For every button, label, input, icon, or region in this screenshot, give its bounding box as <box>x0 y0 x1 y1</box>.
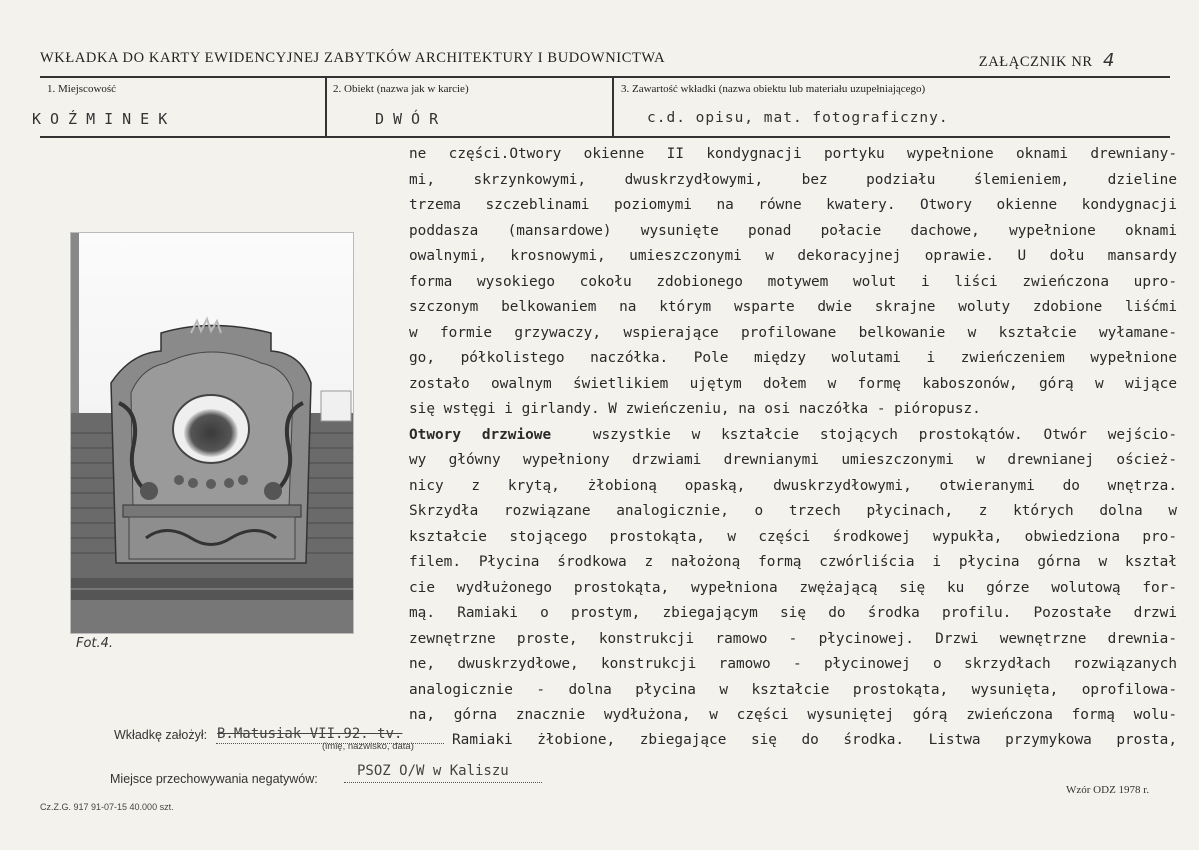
annex-number <box>979 50 1115 71</box>
field-content-label: 3. Zawartość wkładki (nazwa obiektu lub materiału uzupełniającego) <box>621 83 926 95</box>
text-line: mi, skrzynkowymi, dwuskrzydłowymi, bez podziału ślemieniem, dzieline <box>409 171 1177 188</box>
text-line: zewnętrzne proste, konstrukcji ramowo - płycinowej. Drzwi wewnętrzne drewnia- <box>409 630 1177 647</box>
author-value: B.Matusiak VII.92. tv. <box>217 726 403 742</box>
text-line: nicy z krytą, żłobioną opaską, dwuskrzydłowymi, otwieranymi do wnętrza. <box>409 477 1177 494</box>
text-line: kształcie stojącego prostokąta, w części środkowej wypukła, obwiedziona pro- <box>409 528 1177 545</box>
text-line: szczonym belkowaniem na którym wsparte dwie skrajne woluty zdobione liśćmi <box>409 299 1177 315</box>
description-text <box>409 142 1177 729</box>
column-divider <box>325 78 327 136</box>
text-line: na, górna znacznie wydłużona, w części wysuniętej górą zwieńczona formą wolu- <box>409 707 1177 723</box>
form-title: WKŁADKA DO KARTY EWIDENCYJNEJ ZABYTKÓW ARCHITEKTURY I BUDOWNICTWA <box>40 50 666 66</box>
text-line: wy główny wypełniony drzwiami drewnianymi umieszczonymi w drewnianej oścież- <box>409 452 1177 468</box>
text-line: trzema szczeblinami poziomymi na równe kwatery. Otwory okienne kondygnacji <box>409 197 1177 213</box>
text-line: forma wysokiego cokołu zdobionego motywem wolut i liści zwieńczona upro- <box>409 273 1177 290</box>
text-line: analogicznie - dolna płycina w kształcie prostokąta, wysunięta, oprofilowa- <box>409 681 1177 698</box>
text-line: zostało owalnym świetlikiem ujętym dołem w formę kaboszonów, górą w wijące <box>409 375 1177 392</box>
form-model: Wzór ODZ 1978 r. <box>1066 784 1150 796</box>
field-location-label: 1. Miejscowość <box>47 83 117 95</box>
field-content-value: c.d. opisu, mat. fotograficzny. <box>647 110 949 126</box>
photo-caption: Fot.4. <box>76 636 114 651</box>
text-line: ne części.Otwory okienne II kondygnacji portyku wypełnione oknami drewniany- <box>409 146 1177 162</box>
top-rule <box>40 76 1170 78</box>
negatives-value: PSOZ O/W w Kaliszu <box>357 763 509 779</box>
doors-first-text: wszystkie w kształcie stojących prostokątów. Otwór wejścio- <box>592 426 1177 443</box>
doors-heading: Otwory drzwiowe <box>409 426 552 443</box>
text-line: owalnymi, krosnowymi, umieszczonymi w dekoracyjnej oprawie. U dołu mansardy <box>409 248 1177 264</box>
text-line: się wstęgi i girlandy. W zwieńczeniu, na osi naczółka - pióropusz. <box>409 401 981 417</box>
negatives-label: Miejsce przechowywania negatywów: <box>110 772 318 786</box>
text-line: Ramiaki żłobione, zbiegające się do środka. Listwa przymykowa prosta, <box>452 732 1177 748</box>
text-line: ne, dwuskrzydłowe, konstrukcji ramowo - płycinowej o skrzydłach rozwiązanych <box>409 656 1177 672</box>
header-rule <box>40 136 1170 138</box>
text-line: w formie grzywaczy, wspierające profilowane belkowanie w kształcie wyłamane- <box>409 324 1177 341</box>
text-line: go, półkolistego naczółka. Pole między wolutami i zwieńczeniem wypełnione <box>409 350 1177 366</box>
author-sublabel: (imię, nazwisko, data) <box>322 741 414 752</box>
text-line: cie wydłużonego prostokąta, wypełniona zwężającą się ku górze wolutową for- <box>409 579 1177 596</box>
annex-label: ZAŁĄCZNIK NR <box>978 54 1093 70</box>
field-object-label: 2. Obiekt (nazwa jak w karcie) <box>333 83 469 95</box>
text-line: poddasza (mansardowe) wysunięte ponad połacie dachowe, wypełnione oknami <box>409 222 1177 239</box>
field-object-value: DWÓR <box>375 110 448 128</box>
description-text-last <box>452 728 1177 754</box>
field-location-value: KOŹMINEK <box>32 110 177 128</box>
author-label: Wkładkę założył: <box>114 728 208 742</box>
dormer-photo-image <box>71 233 353 633</box>
negatives-dotted-line <box>344 782 542 783</box>
doors-line <box>409 423 1177 449</box>
column-divider <box>612 78 614 136</box>
text-line: filem. Płycina środkowa z nałożoną formą czwórliścia i płycina górna w kształ <box>409 554 1177 570</box>
text-line: Skrzydła rozwiązane analogicznie, o trzech płycinach, z których dolna w <box>409 503 1177 519</box>
dormer-photo <box>70 232 354 634</box>
annex-handwritten-number: 4 <box>1102 50 1115 71</box>
print-code: Cz.Z.G. 917 91-07-15 40.000 szt. <box>40 802 174 812</box>
text-line: mą. Ramiaki o prostym, zbiegającym się do środka profilu. Pozostałe drzwi <box>409 605 1177 621</box>
